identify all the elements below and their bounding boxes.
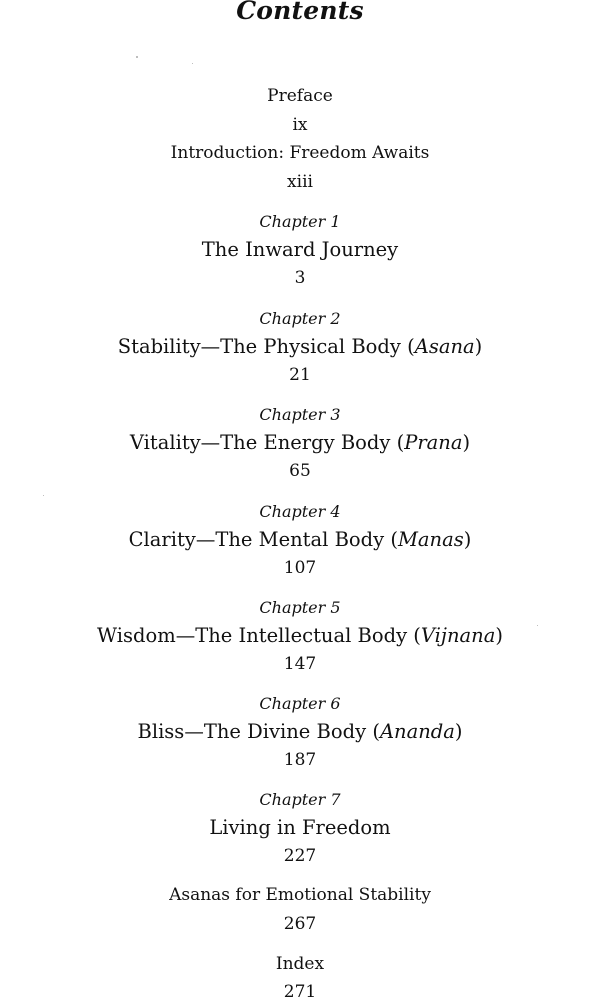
- chapter-title[interactable]: Living in Freedom: [209, 816, 391, 839]
- toc-entry-asanas-page: 267: [283, 914, 317, 934]
- chapter-label: Chapter 3: [259, 405, 341, 424]
- chapter-title[interactable]: Vitality—The Energy Body (Prana): [129, 431, 471, 454]
- scan-speck: [43, 495, 44, 496]
- toc-entry-introduction-page: xiii: [287, 172, 313, 192]
- chapter-title[interactable]: Bliss—The Divine Body (Ananda): [137, 720, 463, 743]
- chapter-label: Chapter 7: [259, 790, 341, 809]
- scan-speck: [537, 625, 538, 626]
- toc-entry-introduction-title[interactable]: Introduction: Freedom Awaits: [170, 143, 430, 163]
- chapter-page: 227: [283, 846, 317, 866]
- sanskrit-term: Asana: [414, 335, 475, 358]
- toc-entry-index-page: 271: [283, 982, 317, 1002]
- chapter-page: 21: [289, 365, 311, 385]
- chapter-title[interactable]: The Inward Journey: [201, 238, 399, 261]
- chapter-page: 65: [289, 461, 311, 481]
- chapter-label: Chapter 4: [259, 502, 341, 521]
- chapter-page: 187: [283, 750, 317, 770]
- scan-speck: [192, 63, 193, 64]
- chapter-label: Chapter 2: [259, 309, 341, 328]
- chapter-label: Chapter 6: [259, 694, 341, 713]
- chapter-page: 107: [283, 558, 317, 578]
- toc-entry-preface-title[interactable]: Preface: [267, 86, 333, 106]
- toc-entry-preface-page: ix: [292, 115, 308, 135]
- chapter-label: Chapter 5: [259, 598, 341, 617]
- sanskrit-term: Manas: [397, 528, 464, 551]
- chapter-label: Chapter 1: [259, 212, 341, 231]
- sanskrit-term: Ananda: [379, 720, 455, 743]
- sanskrit-term: Vijnana: [420, 624, 496, 647]
- chapter-title[interactable]: Wisdom—The Intellectual Body (Vijnana): [97, 624, 503, 647]
- chapter-title[interactable]: Stability—The Physical Body (Asana): [117, 335, 483, 358]
- scan-speck: [136, 56, 138, 58]
- toc-entry-asanas-title[interactable]: Asanas for Emotional Stability: [169, 885, 431, 905]
- toc-entry-index-title[interactable]: Index: [275, 954, 325, 974]
- chapter-page: 3: [294, 268, 306, 288]
- chapter-page: 147: [283, 654, 317, 674]
- sanskrit-term: Prana: [404, 431, 463, 454]
- page-title: Contents: [236, 0, 364, 25]
- chapter-title[interactable]: Clarity—The Mental Body (Manas): [128, 528, 472, 551]
